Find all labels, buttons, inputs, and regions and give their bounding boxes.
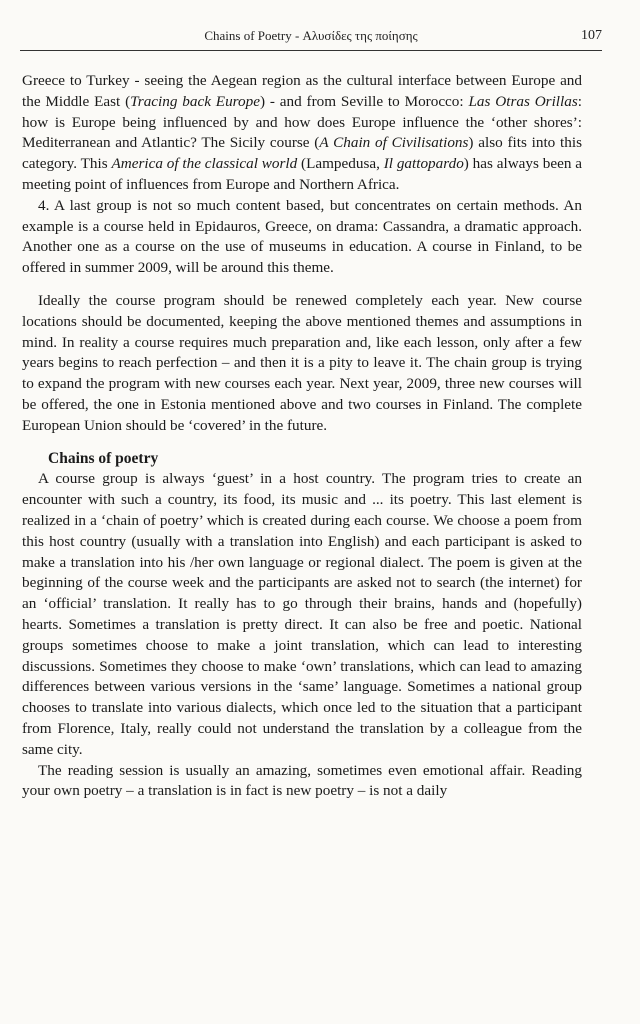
body-text <box>22 71 582 802</box>
paragraph-3: Ideally the course program should be renewed completely each year. New course locations should be documented, keeping the above mentioned themes and assumptions in mind. In reality a course requires much preparation and, like each lesson, only after a few years begins to reach perfection – and then it is a pity to leave it. The chain group is trying to expand the program with new courses each year. Next year, 2009, three new courses will be offered, the one in Estonia mentioned above and two courses in Finland. The complete European Union should be ‘covered’ in the future. <box>22 291 582 434</box>
paragraph-1: Greece to Turkey - seeing the Aegean region as the cultural interface between Europe and the Middle East (Tracing back Europe) - and from Seville to Morocco: Las Otras Orillas: how is Europe being influenced by and how does Europe influence the ‘other shores’: Mediterranean and Atlantic? The Sicily course (A Chain of Civilisations) also fits into this category. This America of the classical world (Lampedusa, Il gattopardo) has always been a meeting point of influences from Europe and Northern Africa. <box>22 72 582 193</box>
paragraph-5: The reading session is usually an amazing, sometimes even emotional affair. Reading your own poetry – a translation is in fact is new poetry – is not a daily <box>22 761 582 800</box>
running-title: Chains of Poetry - Αλυσίδες της ποίησης <box>204 28 418 43</box>
paragraph-2: 4. A last group is not so much content based, but concentrates on certain methods. An example is a course held in Epidauros, Greece, on drama: Cassandra, a dramatic approach. Another one as a course on the use of museums in education. A course in Finland, to be offered in summer 2009, will be around this theme. <box>22 196 582 277</box>
page-number: 107 <box>581 28 602 43</box>
running-header <box>20 28 602 51</box>
section-heading: Chains of poetry <box>48 449 159 467</box>
paragraph-4: A course group is always ‘guest’ in a host country. The program tries to create an encounter with such a country, its food, its music and ... its poetry. This last element is realized in a ‘chain of poetry’ which is created during each course. We choose a poem from this host country (usually with a translation into English) and each participant is asked to make a translation into his /her own language or regional dialect. The poem is given at the beginning of the course week and the participants are asked not to search (the internet) for an ‘official’ translation. It really has to go through their brains, hands and (hopefully) hearts. Sometimes a translation is pretty direct. It can also be free and poetic. National groups sometimes choose to make a joint translation, which can lead to interesting discussions. Sometimes they choose to make ‘own’ translations, which can lead to amazing differences between various versions in the ‘same’ language. Sometimes a national group chooses to translate into various dialects, which once led to the situation that a participant from Florence, Italy, really could not understand the translation by a colleague from the same city. <box>22 470 582 758</box>
